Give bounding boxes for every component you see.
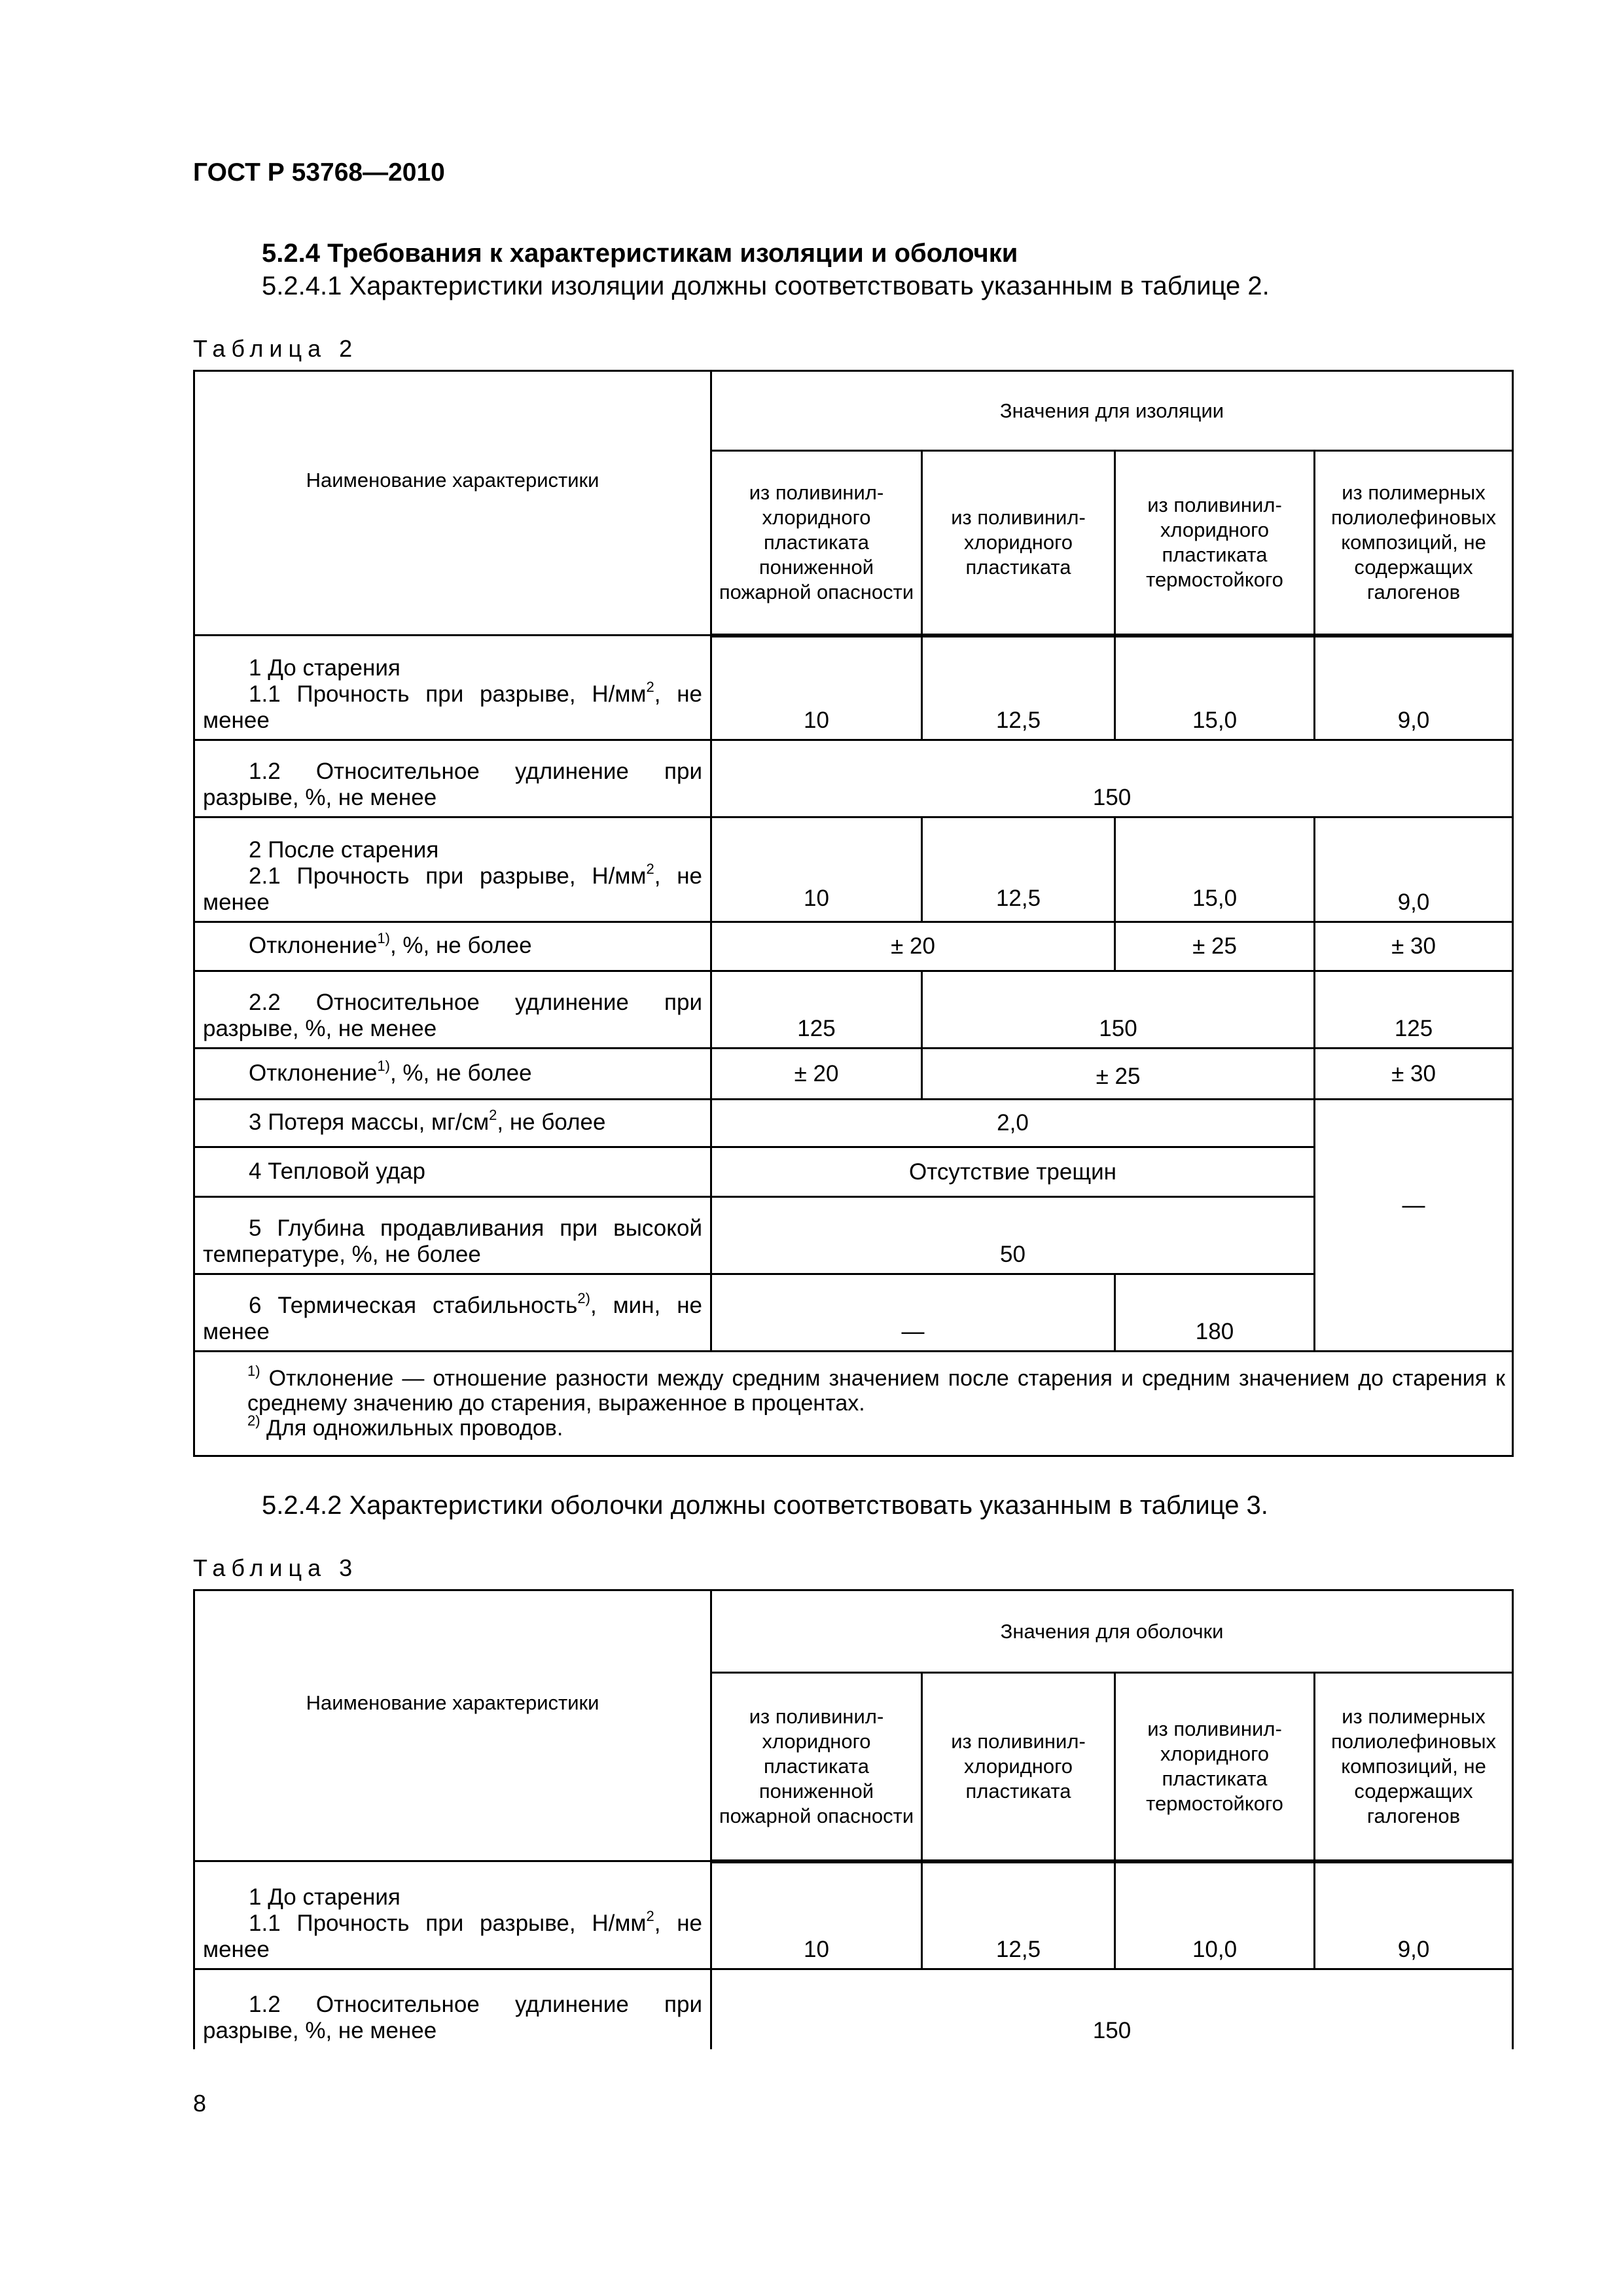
cell-value: 125 [711, 971, 922, 1049]
cell-value: 150 [711, 1969, 1513, 2049]
col-header-pvc-low-fire: из поливинил-хлоридного пластиката пониженной пожарной опасности [711, 1673, 922, 1861]
cell-value: 12,5 [922, 817, 1115, 922]
row-label: Отклонение$^{1)}$, %, не более [194, 1049, 711, 1100]
cell-value: 9,0 [1315, 817, 1513, 922]
row-label: Отклонение$^{1)}$, %, не более [194, 922, 711, 971]
col-header-group: Значения для оболочки [711, 1590, 1513, 1673]
cell-value: 150 [711, 740, 1513, 817]
cell-value: 125 [1315, 971, 1513, 1049]
table3-caption: Таблица 3 [193, 1554, 359, 1581]
col-header-name: Наименование характеристики [194, 371, 711, 636]
cell-value: 9,0 [1315, 636, 1513, 740]
cell-value-dash: — [1315, 1100, 1513, 1352]
cell-value: 15,0 [1115, 817, 1315, 922]
section-heading: 5.2.4 Требования к характеристикам изоляции и оболочки [262, 239, 1018, 268]
table-insulation [193, 370, 1514, 1457]
paragraph-insulation: 5.2.4.1 Характеристики изоляции должны соответствовать указанным в таблице 2. [262, 272, 1270, 300]
cell-value: 50 [711, 1197, 1315, 1274]
row-label: 1 До старения 1.1 Прочность при разрыве, $Н/мм^2$, не менее [194, 1861, 711, 1969]
col-header-group: Значения для изоляции [711, 371, 1513, 451]
row-label: 5 Глубина продавливания при высокой температуре, %, не более [194, 1197, 711, 1274]
col-header-polyolefin: из полимерных полиолефиновых композиций, не содержащих галогенов [1315, 1673, 1513, 1861]
table-row [194, 922, 1513, 971]
row-label: 3 Потеря массы, $мг/см^2$, не более [194, 1100, 711, 1147]
row-label: 2.2 Относительное удлинение при разрыве, %, не менее [194, 971, 711, 1049]
table-row [194, 1049, 1513, 1100]
cell-value: 10 [711, 1861, 922, 1969]
cell-value: ± 25 [922, 1049, 1315, 1100]
table-footnotes [194, 1352, 1513, 1456]
row-label: 1.2 Относительное удлинение при разрыве, %, не менее [194, 1969, 711, 2049]
cell-value: 15,0 [1115, 636, 1315, 740]
cell-value: 12,5 [922, 636, 1115, 740]
row-label: 1.2 Относительное удлинение при разрыве, %, не менее [194, 740, 711, 817]
table-row [194, 817, 1513, 922]
table-row [194, 1969, 1513, 2049]
row-label: 6 Термическая стабильность$^{2)}$, мин, не менее [194, 1274, 711, 1352]
col-header-pvc: из поливинил-хлоридного пластиката [922, 451, 1115, 636]
page-number: 8 [193, 2090, 207, 2117]
footnotes: $^{1)}$ Отклонение — отношение разности между средним значением после старения и средним значением до старения к среднему значению до старения, выраженное в процентах. $^{2)}$ Для одножильных проводов. [194, 1352, 1513, 1456]
row-label: 4 Тепловой удар [194, 1147, 711, 1197]
standard-number: ГОСТ Р 53768—2010 [193, 158, 445, 187]
table2-caption: Таблица 2 [193, 335, 359, 362]
table-row [194, 1861, 1513, 1969]
cell-value: 10 [711, 636, 922, 740]
cell-value: ± 30 [1315, 1049, 1513, 1100]
cell-value: — [711, 1274, 1115, 1352]
table-sheath [193, 1589, 1514, 2049]
cell-value: 10 [711, 817, 922, 922]
table-row [194, 971, 1513, 1049]
cell-value: ± 20 [711, 1049, 922, 1100]
col-header-pvc-heat: из поливинил-хлоридного пластиката термостойкого [1115, 451, 1315, 636]
row-label: 1 До старения 1.1 Прочность при разрыве, $Н/мм^2$, не менее [194, 636, 711, 740]
col-header-name: Наименование характеристики [194, 1590, 711, 1861]
row-label: 2 После старения 2.1 Прочность при разрыве, $Н/мм^2$, не менее [194, 817, 711, 922]
cell-value: 180 [1115, 1274, 1315, 1352]
cell-value: ± 30 [1315, 922, 1513, 971]
cell-value: 9,0 [1315, 1861, 1513, 1969]
cell-value: 150 [922, 971, 1315, 1049]
table-row [194, 1100, 1513, 1147]
col-header-pvc-heat: из поливинил-хлоридного пластиката термостойкого [1115, 1673, 1315, 1861]
table-row [194, 636, 1513, 740]
cell-value: Отсутствие трещин [711, 1147, 1315, 1197]
cell-value: 12,5 [922, 1861, 1115, 1969]
cell-value: 2,0 [711, 1100, 1315, 1147]
table-row [194, 740, 1513, 817]
cell-value: 10,0 [1115, 1861, 1315, 1969]
col-header-pvc: из поливинил-хлоридного пластиката [922, 1673, 1115, 1861]
col-header-pvc-low-fire: из поливинил-хлоридного пластиката пониженной пожарной опасности [711, 451, 922, 636]
cell-value: ± 20 [711, 922, 1115, 971]
paragraph-sheath: 5.2.4.2 Характеристики оболочки должны соответствовать указанным в таблице 3. [262, 1491, 1268, 1520]
cell-value: ± 25 [1115, 922, 1315, 971]
col-header-polyolefin: из полимерных полиолефиновых композиций, не содержащих галогенов [1315, 451, 1513, 636]
